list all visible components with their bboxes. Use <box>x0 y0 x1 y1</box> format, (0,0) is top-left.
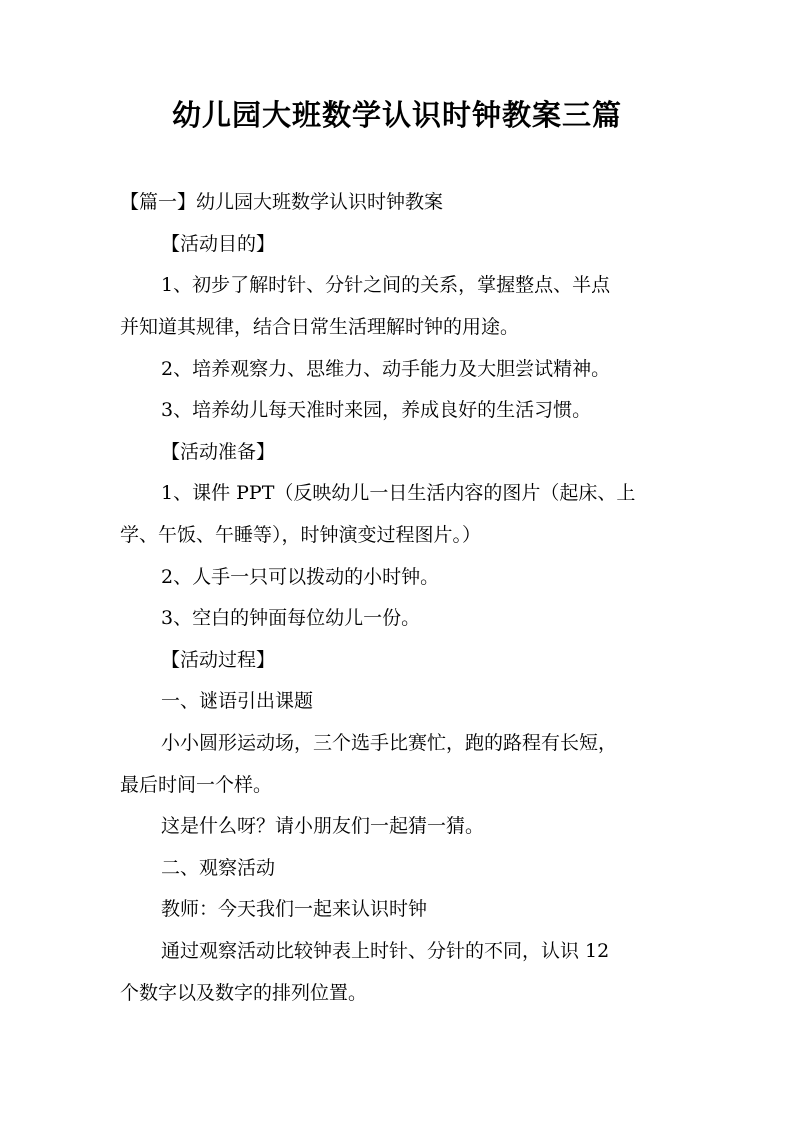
paragraph-line: 3、培养幼儿每天准时来园，养成良好的生活习惯。 <box>161 399 592 421</box>
subheading-process: 【活动过程】 <box>161 649 276 671</box>
paragraph-line: 这是什么呀？请小朋友们一起猜一猜。 <box>161 815 485 837</box>
paragraph-line: 2、人手一只可以拨动的小时钟。 <box>161 566 440 588</box>
paragraph-line: 1、课件 PPT（反映幼儿一日生活内容的图片（起床、上 <box>161 482 636 504</box>
subheading-purpose: 【活动目的】 <box>161 233 276 255</box>
paragraph-line: 个数字以及数字的排列位置。 <box>120 982 368 1004</box>
paragraph-line: 一、谜语引出课题 <box>161 690 314 712</box>
paragraph-line: 1、初步了解时针、分针之间的关系，掌握整点、半点 <box>161 274 611 296</box>
paragraph-line: 小小圆形运动场，三个选手比赛忙，跑的路程有长短， <box>161 732 618 754</box>
paragraph-line: 并知道其规律，结合日常生活理解时钟的用途。 <box>120 316 520 338</box>
paragraph-line: 学、午饭、午睡等），时钟演变过程图片。） <box>120 524 482 546</box>
paragraph-line: 2、培养观察力、思维力、动手能力及大胆尝试精神。 <box>161 358 611 380</box>
section-heading: 【篇一】幼儿园大班数学认识时钟教案 <box>120 191 444 213</box>
paragraph-line: 最后时间一个样。 <box>120 774 273 796</box>
paragraph-line: 3、空白的钟面每位幼儿一份。 <box>161 607 421 629</box>
paragraph-line: 通过观察活动比较钟表上时针、分针的不同，认识 12 <box>161 940 610 962</box>
paragraph-line: 教师：今天我们一起来认识时钟 <box>161 898 428 920</box>
paragraph-line: 二、观察活动 <box>161 857 276 879</box>
document-title: 幼儿园大班数学认识时钟教案三篇 <box>171 98 622 132</box>
subheading-preparation: 【活动准备】 <box>161 441 276 463</box>
